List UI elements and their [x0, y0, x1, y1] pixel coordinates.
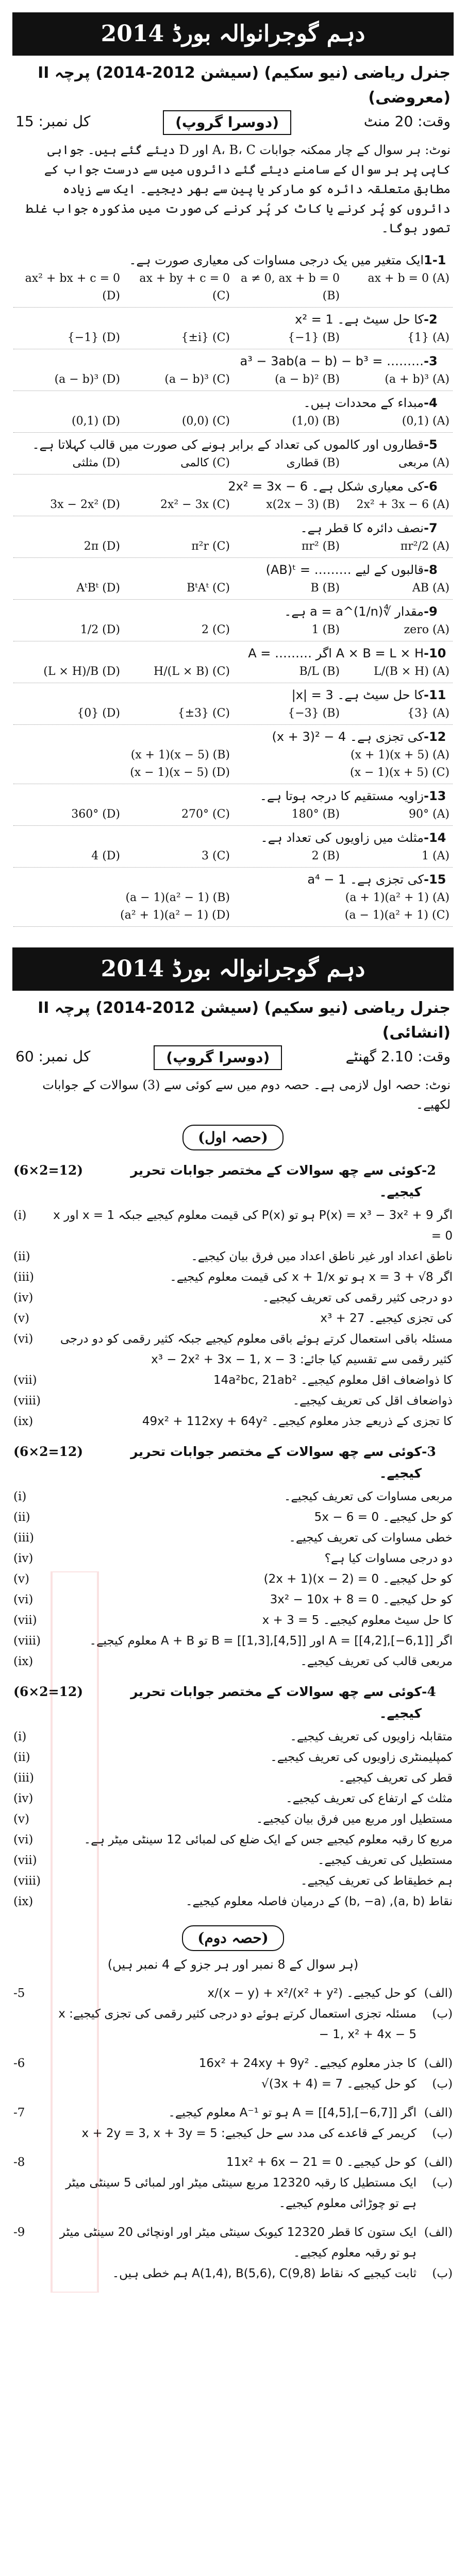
mcq-text: a³ − 3ab(a − b) − b³ = ………	[240, 354, 424, 368]
paper2-note: نوٹ: حصہ اول لازمی ہے۔ حصہ دوم میں سے کوئی سے (3) سوالات کے جوابات لکھیے۔	[42, 1078, 451, 1112]
mcq-number: -15	[424, 872, 446, 887]
mcq-options	[13, 413, 453, 430]
mcq-text: مثلث میں زاویوں کی تعداد ہے۔	[260, 831, 424, 845]
mcq-options	[13, 538, 453, 555]
mcq-option[interactable]: مثلثی (D)	[72, 456, 120, 469]
item-part-label: (ب)	[432, 2077, 453, 2091]
mcq-option[interactable]: x(2x − 3) (B)	[266, 498, 340, 511]
mcq-question	[13, 868, 453, 927]
mcq-options	[13, 621, 453, 639]
mcq-option[interactable]: B/L (B)	[299, 665, 340, 678]
item-text: (2x + 1)(x − 2) = 0 کو حل کیجیے۔	[263, 1572, 453, 1586]
item-text: ثابت کیجیے کہ نقاط A(1,4), B(5,6), C(9,8) ہم خطی ہیں۔	[112, 2267, 417, 2280]
paper2-time: وقت: 2.10 گھنٹے	[345, 1048, 451, 1065]
short-question-item	[13, 1507, 453, 1528]
mcq-option[interactable]: (a − 1)(a² + 1) (C)	[344, 909, 450, 922]
question-marks: (6×2=12)	[13, 1684, 84, 1699]
mcq-option[interactable]: (0,0) (C)	[181, 415, 230, 428]
item-roman-number: (iv)	[13, 1291, 34, 1304]
question-number	[13, 2074, 49, 2094]
question-number	[13, 2004, 49, 2045]
mcq-number: -9	[424, 604, 438, 619]
mcq-question	[13, 600, 453, 641]
mcq-option[interactable]: کالمی (C)	[180, 456, 230, 469]
mcq-option[interactable]: {±3} (C)	[177, 707, 230, 720]
item-part-label: (ب)	[432, 2176, 453, 2190]
mcq-stem	[13, 477, 453, 496]
mcq-option[interactable]: 1 (B)	[311, 623, 340, 636]
mcq-option[interactable]: (a + b)³ (A)	[385, 373, 450, 386]
mcq-question	[13, 391, 453, 433]
item-roman-number: (ii)	[13, 1250, 30, 1263]
mcq-option[interactable]: 2x² + 3x − 6 (A)	[356, 498, 450, 511]
item-text: اگر A = [[4,5],[−6,7]] ہو تو A⁻¹ معلوم کیجیے۔	[168, 2106, 417, 2120]
paper1-title: جنرل ریاضی (نیو سکیم) (سیشن 2012-2014) پرچہ II (معروضی)	[38, 64, 451, 107]
mcq-text: A = ……… اگر A × B = L × H	[248, 646, 424, 660]
question-number: -8	[13, 2156, 25, 2169]
item-text: اگر P(x) = x³ − 3x² + 9 ہو تو P(x) کی قیمت معلوم کیجیے جبکہ x = 1 اور x = 0	[53, 1209, 453, 1243]
mcq-option[interactable]: (a² + 1)(a² − 1) (D)	[120, 909, 230, 922]
mcq-text: (AB)ᵗ = ……… قالبوں کے لیے	[265, 563, 424, 577]
short-question-item	[13, 1287, 453, 1308]
mcq-stem	[13, 727, 453, 747]
mcq-option[interactable]: 360° (D)	[71, 808, 120, 821]
item-roman-number: (iv)	[13, 1792, 34, 1805]
item-roman-number: (ix)	[13, 1655, 34, 1668]
mcq-option[interactable]: 2x² − 3x (C)	[160, 498, 230, 511]
mcq-option[interactable]: (a − b)³ (C)	[164, 373, 230, 386]
mcq-option[interactable]: {−1} (D)	[67, 331, 120, 344]
mcq-text: قطاروں اور کالموں کی تعداد کے برابر ہونے کی صورت میں قالب کہلاتا ہے۔	[32, 437, 424, 452]
item-text: √(3x + 4) = 7 کو حل کیجیے۔	[261, 2077, 417, 2091]
mcq-text: x² = 1 کا حل سیٹ ہے۔	[295, 312, 424, 327]
mcq-options	[13, 454, 453, 472]
question-number: -6	[13, 2057, 25, 2070]
item-roman-number: (vii)	[13, 1374, 37, 1387]
paper2-header	[15, 996, 451, 1070]
paper2-group: (دوسرا گروپ)	[154, 1045, 282, 1070]
question-number: -7	[13, 2106, 25, 2120]
mcq-number: -2	[424, 312, 438, 327]
mcq-stem	[13, 828, 453, 848]
short-question-item	[13, 1267, 453, 1287]
mcq-options	[13, 889, 453, 924]
mcq-option[interactable]: 1/2 (D)	[80, 623, 120, 636]
item-text: دو درجی کثیر رقمی کی تعریف کیجیے۔	[262, 1291, 453, 1304]
question-number: -3	[422, 1444, 436, 1459]
item-text: ناطق اعداد اور غیر ناطق اعداد میں فرق بیان کیجیے۔	[191, 1250, 453, 1263]
paper1-time: وقت: 20 منٹ	[363, 113, 451, 130]
paper1-total: کل نمبر: 15	[15, 113, 91, 130]
mcq-option[interactable]: (L × H)/B (D)	[43, 665, 120, 678]
mcq-text: (x + 3)² − 4 کی تجزی ہے۔	[272, 730, 424, 744]
paper1-banner: دہم گوجرانوالہ بورڈ 2014	[12, 12, 454, 56]
item-roman-number: (v)	[13, 1812, 29, 1826]
mcq-option[interactable]: (1,0) (B)	[292, 415, 340, 428]
item-text: x/(x − y) + x²/(x² + y²) کو حل کیجیے۔	[207, 1987, 417, 2000]
item-part-label: (الف)	[424, 2057, 453, 2070]
mcq-number: -6	[424, 479, 438, 494]
question-number: -4	[422, 1684, 436, 1699]
mcq-option[interactable]: (0,1) (D)	[72, 415, 120, 428]
mcq-option[interactable]: {−1} (B)	[288, 331, 340, 344]
short-question-head	[13, 1160, 453, 1203]
item-text: کریمر کے قاعدے کی مدد سے حل کیجیے: x + 2y = 3, x + 3y = 5	[81, 2127, 417, 2140]
mcq-options	[13, 705, 453, 722]
paper1-group: (دوسرا گروپ)	[163, 110, 291, 135]
mcq-option[interactable]: AB (A)	[412, 582, 450, 595]
item-roman-number: (vi)	[13, 1833, 34, 1846]
mcq-text: زاویہ مستقیم کا درجہ ہوتا ہے۔	[259, 789, 424, 803]
item-roman-number: (i)	[13, 1209, 27, 1222]
question-instruction: کوئی سے چھ سوالات کے مختصر جوابات تحریر کیجیے۔	[130, 1444, 422, 1481]
paper1-header	[15, 61, 451, 135]
mcq-option[interactable]: (x − 1)(x + 5) (C)	[350, 766, 450, 779]
mcq-question	[13, 474, 453, 516]
paper2-meta-row	[15, 1045, 451, 1070]
question-number: -5	[13, 1987, 25, 2000]
item-text: 16x² + 24xy + 9y² کا جذر معلوم کیجیے۔	[198, 2057, 417, 2070]
item-text: ایک مستطیل کا رقبہ 12320 مربع سینٹی میٹر اور لمبائی 5 سینٹی میٹر ہے تو چوڑائی معلوم کیجیے۔	[65, 2176, 417, 2210]
short-question-item	[13, 1548, 453, 1569]
mcq-text: مقدار ∜a = a^(1/n) ہے۔	[284, 604, 424, 619]
mcq-question	[13, 725, 453, 784]
mcq-option[interactable]: {1} (A)	[407, 331, 450, 344]
item-roman-number: (ix)	[13, 1415, 34, 1428]
item-text: مربعی مساوات کی تعریف کیجیے۔	[284, 1490, 453, 1503]
mcq-number: -5	[424, 437, 438, 452]
item-part-label: (الف)	[424, 2156, 453, 2169]
section1-label: (حصہ اول)	[182, 1125, 284, 1150]
paper1-note: نوٹ: ہر سوال کے چار ممکنہ جوابات A، B، C اور D دیئے گئے ہیں۔ جوابی کاپی پر ہر سوال کے سامنے دیئے گئے دائروں میں سے درست جواب کے مطابق متعلقہ دائرہ کو مارکر یا پین سے بھر دیجیے۔ ایک سے زیادہ دائروں کو پُر کرنے یا کاٹ کر پُر کرنے کی صورت میں مذکورہ جواب غلط تصور ہوگا۔	[26, 143, 451, 235]
item-text: مستطیل کی تعریف کیجیے۔	[317, 1854, 453, 1867]
mcq-option[interactable]: (a − b)² (B)	[275, 373, 340, 386]
item-text: اگر A = [[4,2],[−6,1]] اور B = [[1,3],[4,5]] تو A + B معلوم کیجیے۔	[89, 1634, 453, 1648]
mcq-option[interactable]: 1 (A)	[421, 850, 450, 862]
mcq-stem	[13, 351, 453, 371]
mcq-stem	[13, 310, 453, 329]
mcq-question	[13, 826, 453, 868]
item-roman-number: (viii)	[13, 1874, 41, 1888]
item-roman-number: (iii)	[13, 1771, 35, 1785]
item-roman-number: (vii)	[13, 1854, 37, 1867]
mcq-stem	[13, 435, 453, 454]
mcq-number: -10	[424, 646, 446, 660]
mcq-option[interactable]: ax + by + c = 0 (C)	[139, 272, 230, 302]
item-text: قطر کی تعریف کیجیے۔	[338, 1771, 453, 1785]
mcq-options	[13, 580, 453, 597]
watermark-logo	[46, 1571, 103, 2293]
item-roman-number: (iv)	[13, 1552, 34, 1565]
mcq-stem	[13, 786, 453, 806]
mcq-question	[13, 248, 453, 308]
mcq-option[interactable]: L/(B × H) (A)	[373, 665, 450, 678]
item-text: خطی مساوات کی تعریف کیجیے۔	[289, 1531, 453, 1545]
section2-note: (ہر سوال کے 8 نمبر اور ہر جزو کے 4 نمبر ہیں)	[107, 1957, 359, 1972]
item-part-label: (ب)	[432, 2267, 453, 2280]
question-number	[13, 2173, 49, 2214]
item-text: ایک ستون کا قطر 12320 کیوبک سینٹی میٹر اور اونچائی 20 سینٹی میٹر ہو تو رقبہ معلوم کیجیے۔	[59, 2226, 417, 2260]
mcq-options	[13, 371, 453, 388]
mcq-option[interactable]: {0} (D)	[77, 707, 120, 720]
mcq-number: -12	[424, 730, 446, 744]
mcq-option[interactable]: a ≠ 0, ax + b = 0 (B)	[241, 272, 340, 302]
mcq-text: a⁴ − 1 کی تجزی ہے۔	[307, 872, 424, 887]
mcq-number: -7	[424, 521, 438, 535]
question-instruction: کوئی سے چھ سوالات کے مختصر جوابات تحریر کیجیے۔	[130, 1163, 422, 1199]
mcq-stem	[13, 602, 453, 621]
mcq-number: -13	[424, 789, 446, 803]
mcq-option[interactable]: (x + 1)(x + 5) (A)	[350, 749, 450, 761]
mcq-option[interactable]: 3 (C)	[202, 850, 230, 862]
item-roman-number: (i)	[13, 1490, 27, 1503]
mcq-option[interactable]: (a + 1)(a² + 1) (A)	[345, 891, 450, 904]
paper1-meta-row	[15, 110, 451, 135]
mcq-options	[13, 848, 453, 865]
mcq-option[interactable]: B (B)	[310, 582, 340, 595]
question-number	[13, 2123, 49, 2144]
mcq-option[interactable]: (x + 1)(x − 5) (B)	[130, 749, 230, 761]
item-text: ہم خطیقاط کی تعریف کیجیے۔	[300, 1874, 453, 1888]
watermark	[46, 1571, 103, 2293]
mcq-option[interactable]: 90° (A)	[408, 808, 450, 821]
mcq-stem	[13, 560, 453, 580]
item-text: مربع کا رقبہ معلوم کیجیے جس کے ایک ضلع کی لمبائی 12 سینٹی میٹر ہے۔	[84, 1833, 453, 1846]
mcq-option[interactable]: πr² (B)	[301, 540, 340, 553]
mcq-options	[13, 270, 453, 305]
mcq-question	[13, 641, 453, 683]
mcq-options	[13, 329, 453, 347]
mcq-stem	[13, 393, 453, 413]
question-number: -2	[422, 1163, 436, 1178]
short-question-item	[13, 1411, 453, 1432]
mcq-question	[13, 683, 453, 725]
item-roman-number: (viii)	[13, 1634, 41, 1648]
short-question-item	[13, 1391, 453, 1411]
item-roman-number: (viii)	[13, 1394, 41, 1408]
mcq-stem	[13, 643, 453, 663]
short-question-item	[13, 1370, 453, 1391]
mcq-number: 1-1	[424, 253, 446, 267]
mcq-question	[13, 349, 453, 391]
section1-heading	[0, 1125, 466, 1150]
mcq-question	[13, 516, 453, 558]
question-marks: (6×2=12)	[13, 1444, 84, 1459]
mcq-options	[13, 496, 453, 514]
item-text: مثلث کے ارتفاع کی تعریف کیجیے۔	[286, 1792, 453, 1805]
item-part-label: (ب)	[432, 2127, 453, 2140]
mcq-option[interactable]: H/(L × B) (C)	[154, 665, 230, 678]
item-text: مسئلہ باقی استعمال کرتے ہوئے باقی معلوم کیجیے جبکہ کثیر رقمی کو دو درجی کثیر رقمی سے تقسیم کیا جائے: x³ − 2x² + 3x − 1, x − 3	[60, 1332, 453, 1366]
item-text: مستطیل اور مربع میں فرق بیان کیجیے۔	[256, 1812, 453, 1826]
item-roman-number: (ix)	[13, 1895, 34, 1908]
mcq-option[interactable]: {3} (A)	[407, 707, 450, 720]
item-part-label: (الف)	[424, 1987, 453, 2000]
mcq-option[interactable]: zero (A)	[404, 623, 450, 636]
item-part-label: (الف)	[424, 2226, 453, 2239]
mcq-option[interactable]: π²r (C)	[191, 540, 230, 553]
mcq-question	[13, 308, 453, 349]
question-number	[13, 2263, 49, 2284]
mcq-stem	[13, 685, 453, 705]
short-question-item	[13, 1308, 453, 1329]
mcq-stem	[13, 518, 453, 538]
mcq-option[interactable]: 2π (D)	[84, 540, 120, 553]
mcq-text: 2x² = 3x − 6 کی معیاری شکل ہے۔	[228, 479, 424, 494]
mcq-stem	[13, 250, 453, 270]
mcq-question	[13, 433, 453, 474]
mcq-option[interactable]: {−3} (B)	[288, 707, 340, 720]
mcq-option[interactable]: (x − 1)(x − 5) (D)	[130, 766, 230, 779]
item-text: مربعی قالب کی تعریف کیجیے۔	[300, 1655, 453, 1668]
mcq-option[interactable]: مربعی (A)	[398, 456, 450, 469]
short-question-item	[13, 1528, 453, 1548]
question-instruction: کوئی سے چھ سوالات کے مختصر جوابات تحریر کیجیے۔	[130, 1684, 422, 1721]
mcq-number: -11	[424, 688, 446, 702]
section2-label: (حصہ دوم)	[182, 1925, 284, 1951]
item-part-label: (ب)	[432, 2007, 453, 2021]
mcq-option[interactable]: ax + b = 0 (A)	[368, 272, 450, 285]
item-text: کمپلیمنٹری زاویوں کی تعریف کیجیے۔	[270, 1751, 453, 1764]
item-text: x + 3 = 5 کا حل سیٹ معلوم کیجیے۔	[262, 1614, 453, 1627]
mcq-option[interactable]: {±i} (C)	[181, 331, 230, 344]
item-text: اگر x = 3 + √8 ہو تو x + 1/x کی قیمت معلوم کیجیے۔	[170, 1270, 453, 1284]
item-roman-number: (v)	[13, 1312, 29, 1325]
mcq-stem	[13, 870, 453, 889]
mcq-option[interactable]: (a − b)³ (D)	[54, 373, 120, 386]
item-roman-number: (vi)	[13, 1593, 34, 1606]
question-number: -9	[13, 2226, 25, 2239]
item-roman-number: (ii)	[13, 1751, 30, 1764]
item-roman-number: (iii)	[13, 1270, 35, 1284]
mcq-option[interactable]: قطاری (B)	[286, 456, 340, 469]
mcq-option[interactable]: AᵗBᵗ (D)	[76, 582, 120, 595]
item-roman-number: (vii)	[13, 1614, 37, 1627]
item-text: ذواضعاف اقل کی تعریف کیجیے۔	[292, 1394, 453, 1408]
paper1-questions	[13, 248, 453, 927]
mcq-text: نصف دائرہ کا قطر ہے۔	[300, 521, 424, 535]
paper2-banner: دہم گوجرانوالہ بورڈ 2014	[12, 947, 454, 991]
mcq-option[interactable]: 3x − 2x² (D)	[50, 498, 120, 511]
paper2-title: جنرل ریاضی (نیو سکیم) (سیشن 2012-2014) پرچہ II (انشائی)	[38, 999, 451, 1042]
item-text: 11x² + 6x − 21 = 0 کو حل کیجیے۔	[226, 2156, 417, 2169]
mcq-number: -3	[424, 354, 438, 368]
mcq-text: |x| = 3 کا حل سیٹ ہے۔	[291, 688, 424, 702]
short-question-item	[13, 1205, 453, 1246]
item-roman-number: (iii)	[13, 1531, 35, 1545]
mcq-option[interactable]: 270° (C)	[181, 808, 230, 821]
item-text: دو درجی مساوات کیا ہے؟	[324, 1552, 453, 1565]
item-text: نقاط (a, b), (b, −a) کے درمیان فاصلہ معلوم کیجیے۔	[186, 1895, 453, 1908]
mcq-option[interactable]: 2 (C)	[202, 623, 230, 636]
mcq-number: -8	[424, 563, 438, 577]
item-text: متقابلہ زاویوں کی تعریف کیجیے۔	[290, 1730, 453, 1743]
mcq-options	[13, 663, 453, 681]
mcq-option[interactable]: BᵗAᵗ (C)	[187, 582, 230, 595]
item-roman-number: (v)	[13, 1572, 29, 1586]
mcq-number: -14	[424, 831, 446, 845]
short-question-item	[13, 1329, 453, 1370]
mcq-question	[13, 784, 453, 826]
item-text: 14a²bc, 21ab² کا ذواضعاف اقل معلوم کیجیے۔	[213, 1374, 453, 1387]
mcq-number: -4	[424, 396, 438, 410]
question-marks: (6×2=12)	[13, 1163, 84, 1178]
item-roman-number: (ii)	[13, 1511, 30, 1524]
paper2-total: کل نمبر: 60	[15, 1048, 91, 1065]
item-text: x³ + 27 کی تجزی کیجیے۔	[320, 1312, 453, 1325]
short-question-item	[13, 1486, 453, 1507]
short-question-item	[13, 1246, 453, 1267]
item-text: 5x − 6 = 0 کو حل کیجیے۔	[314, 1511, 453, 1524]
short-question-head	[13, 1441, 453, 1484]
item-roman-number: (i)	[13, 1730, 27, 1743]
item-part-label: (الف)	[424, 2106, 453, 2120]
mcq-option[interactable]: 2 (B)	[311, 850, 340, 862]
mcq-option[interactable]: (0,1) (A)	[402, 415, 450, 428]
mcq-option[interactable]: 4 (D)	[91, 850, 120, 862]
mcq-options	[13, 747, 453, 782]
mcq-text: ایک متغیر میں یک درجی مساوات کی معیاری صورت ہے۔	[129, 253, 424, 267]
mcq-options	[13, 806, 453, 823]
mcq-option[interactable]: 180° (B)	[291, 808, 340, 821]
item-text: 3x² − 10x + 8 = 0 کو حل کیجیے۔	[270, 1593, 453, 1606]
mcq-text: مبداء کے محددات ہیں۔	[303, 396, 424, 410]
mcq-option[interactable]: (a − 1)(a² − 1) (B)	[125, 891, 230, 904]
item-text: مسئلہ تجزی استعمال کرتے ہوئے دو درجی کثیر رقمی کی تجزی کیجیے: x − 1, x² + 4x − 5	[58, 2007, 417, 2041]
mcq-option[interactable]: ax² + bx + c = 0 (D)	[25, 272, 120, 302]
item-text: 49x² + 112xy + 64y² کا تجزی کے ذریعے جذر معلوم کیجیے۔	[142, 1415, 453, 1428]
item-roman-number: (vi)	[13, 1332, 34, 1346]
mcq-option[interactable]: πr²/2 (A)	[400, 540, 450, 553]
mcq-question	[13, 558, 453, 600]
